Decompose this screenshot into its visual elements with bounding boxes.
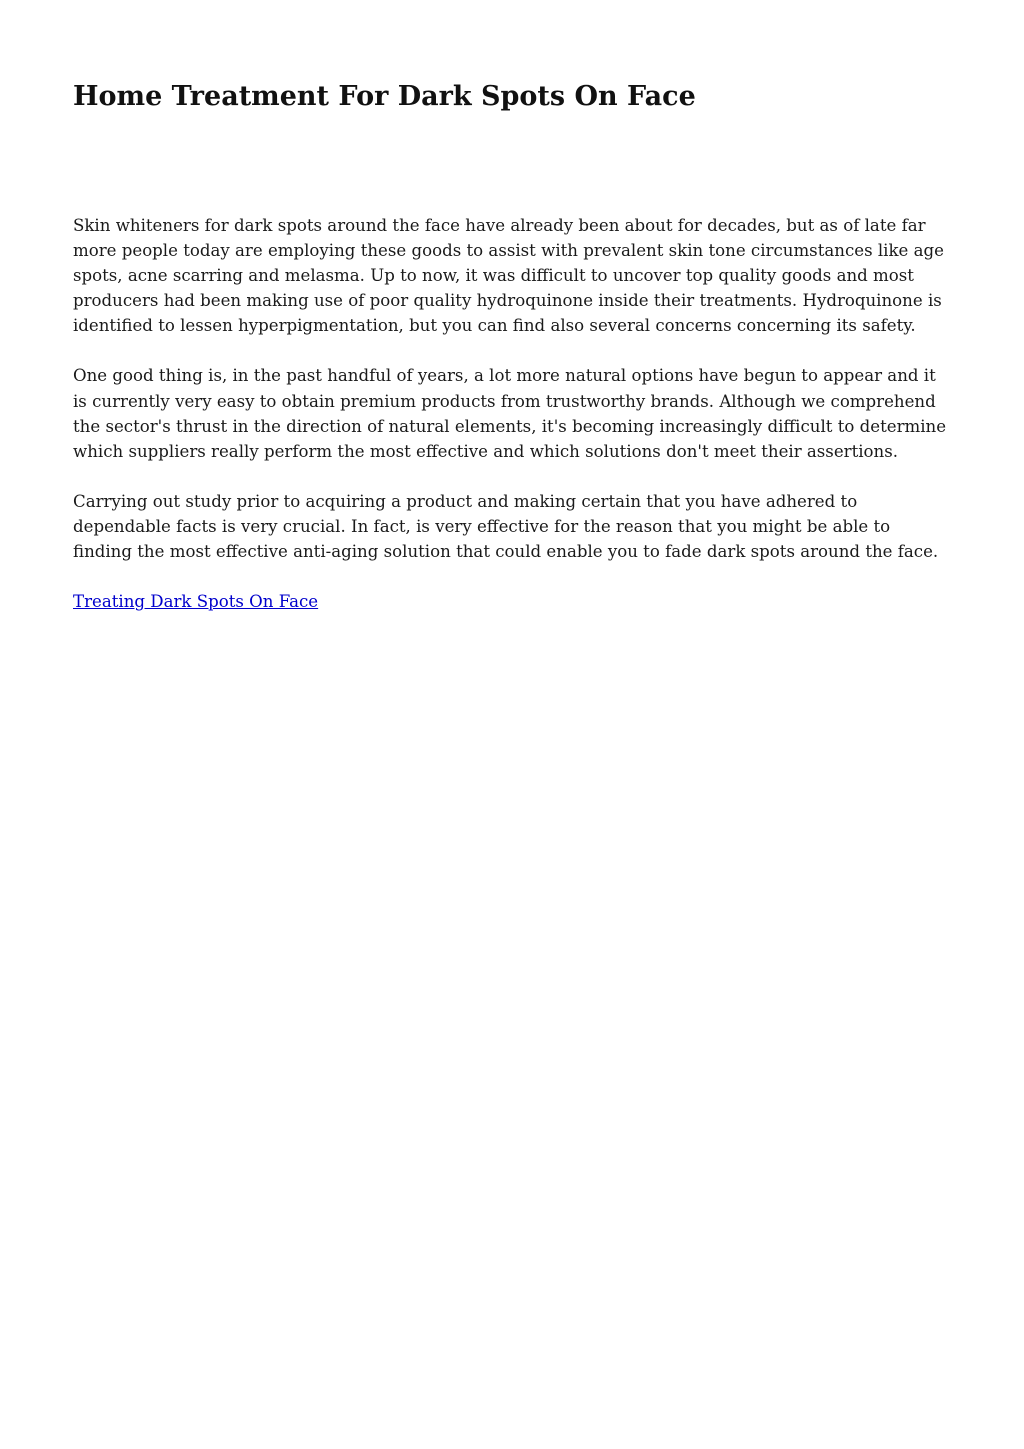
paragraph-3: Carrying out study prior to acquiring a product and making certain that you have adhered to dependable facts is very crucial. In fact, is very effective for the reason that you might be able to finding the most effective anti-aging solution that could enable you to fade dark spots around the face. xyxy=(73,491,939,562)
document-body xyxy=(73,213,953,614)
paragraph-1: Skin whiteners for dark spots around the face have already been about for decades, but as of late far more people today are employing these goods to assist with prevalent skin tone circumstances like age spots, acne scarring and melasma. Up to now, it was difficult to uncover top quality goods and most producers had been making use of poor quality hydroquinone inside their treatments. Hydroquinone is identified to lessen hyperpigmentation, but you can find also several concerns concerning its safety. xyxy=(73,216,944,336)
treating-dark-spots-link[interactable]: Treating Dark Spots On Face xyxy=(73,592,319,612)
paragraph-2: One good thing is, in the past handful of years, a lot more natural options have begun to appear and it is currently very easy to obtain premium products from trustworthy brands. Although we comprehend the sector's thrust in the direction of natural elements, it's becoming increasingly difficult to determine which suppliers really perform the most effective and which solutions don't meet their assertions. xyxy=(73,366,947,461)
page-title: Home Treatment For Dark Spots On Face xyxy=(73,81,696,112)
